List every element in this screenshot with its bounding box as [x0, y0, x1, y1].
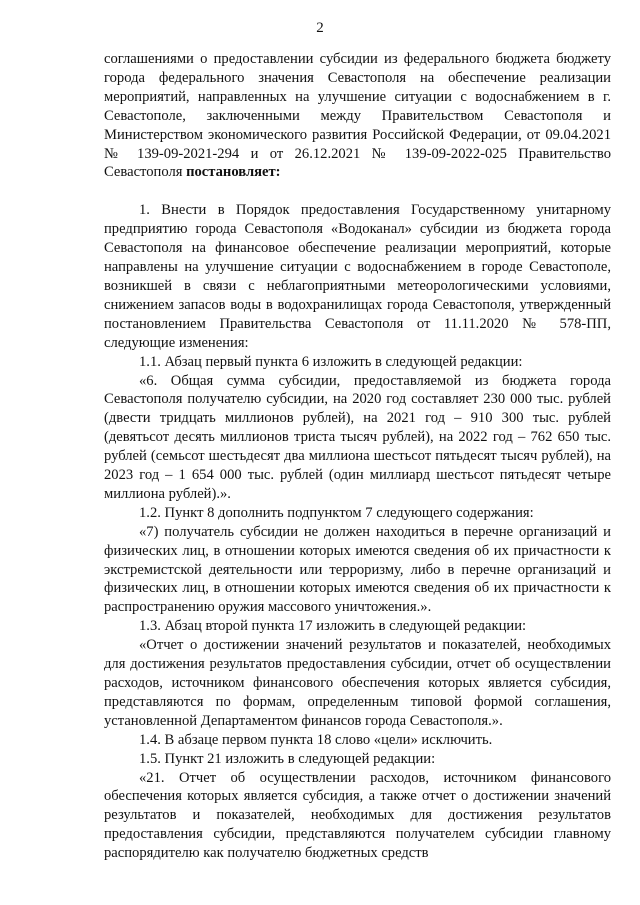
paragraph-item-1-4: 1.4. В абзаце первом пункта 18 слово «цели» исключить. — [139, 731, 493, 748]
paragraph-item-1-3: 1.3. Абзац второй пункта 17 изложить в следующей редакции: — [139, 618, 527, 635]
paragraph-quote-7: «7) получатель субсидии не должен находиться в перечне организаций и физических лиц, в отношении которых имеются сведения об их причастности к экстремистской деятельности или терроризму, либо в перечне организаций и физических лиц, в отношении которых имеются сведения об их причастности к распространению оружия массового уничтожения.». — [104, 523, 611, 616]
paragraph-item-1-5: 1.5. Пункт 21 изложить в следующей редакции: — [139, 750, 436, 767]
intro-text: соглашениями о предоставлении субсидии из федерального бюджета бюджету города федерального значения Севастополя на обеспечение реализации мероприятий, направленных на улучшение ситуации с водоснабжением в г. Севастополе, заключенными между Правительством Севастополя и Министерством экономического развития Российской Федерации, от 09.04.2021 № 139-09-2021-294 и от 26.12.2021 № 139-09-2022-025 Правительство Севастополя — [104, 51, 611, 181]
paragraph-quote-report: «Отчет о достижении значений результатов и показателей, необходимых для достижения результатов предоставления субсидии, отчет об осуществлении расходов, источником финансового обеспечения которых является субсидия, представляются по формам, определенным типовой формой соглашения, установленной Департаментом финансов города Севастополя.». — [104, 637, 611, 729]
paragraph-item-1-1: 1.1. Абзац первый пункта 6 изложить в следующей редакции: — [139, 353, 523, 370]
paragraph-quote-21: «21. Отчет об осуществлении расходов, источником финансового обеспечения которых является субсидия, а также отчет о достижении значений результатов и показателей, необходимых для достижения результатов предоставления субсидии, представляются получателем субсидии главному распорядителю как получателю бюджетных средств — [104, 769, 611, 862]
paragraph-item-1-2: 1.2. Пункт 8 дополнить подпунктом 7 следующего содержания: — [139, 504, 534, 521]
resolution-keyword: постановляет: — [186, 164, 281, 181]
paragraph-item-1: 1. Внести в Порядок предоставления Государственному унитарному предприятию города Севастополя «Водоканал» субсидии из бюджета города Севастополя на финансовое обеспечение реализации мероприятий, которые направлены на улучшение ситуации с водоснабжением в городе Севастополе, возникшей в связи с неблагоприятными метеорологическими условиями, снижением запасов воды в водохранилищах города Севастополя, утвержденный постановлением Правительства Севастополя от 11.11.2020 № 578-ПП, следующие изменения: — [104, 202, 611, 351]
document-body — [104, 50, 611, 863]
paragraph-quote-6: «6. Общая сумма субсидии, предоставляемой из бюджета города Севастополя получателю субсидии, на 2020 год составляет 230 000 тыс. рублей (двести тридцать миллионов рублей), на 2021 год – 910 300 тыс. рублей (девятьсот десять миллионов триста тысяч рублей), на 2022 год – 762 650 тыс. рублей (семьсот шестьдесят два миллиона шестьсот пятьдесят тысяч рублей), на 2023 год – 1 654 000 тыс. рублей (один миллиард шестьсот пятьдесят четыре миллиона рублей).». — [104, 372, 611, 502]
page-number: 2 — [316, 20, 324, 36]
intro-paragraph — [104, 50, 611, 182]
